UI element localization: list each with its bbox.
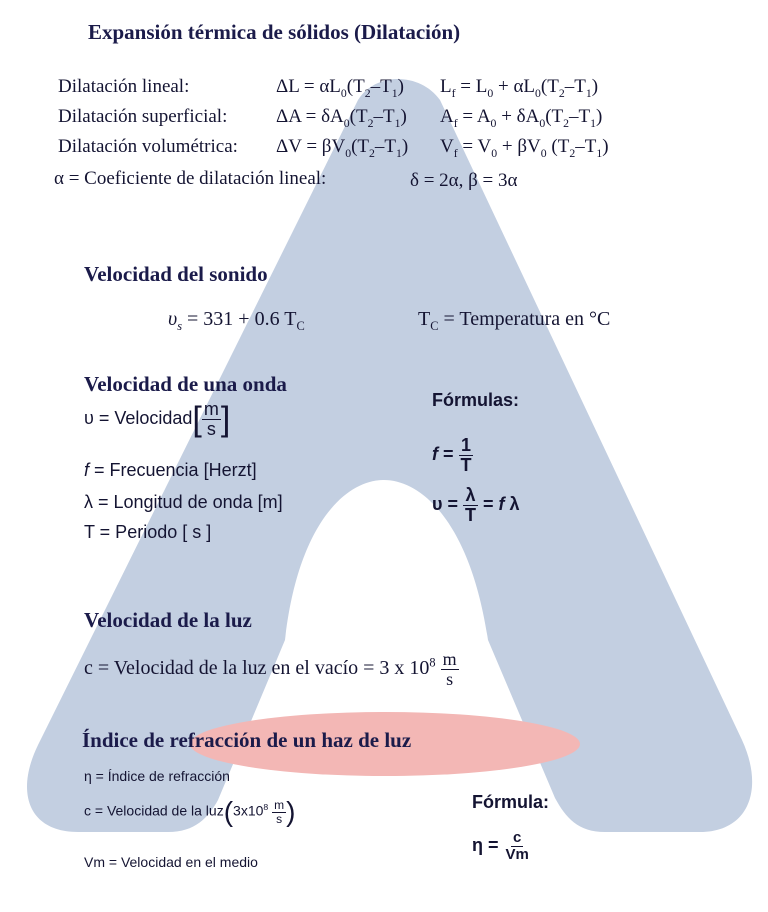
vm-definition: Vm = Velocidad en el medio [84,854,258,870]
dilatacion-superficial-formula: $\Delta A = \delta A_0(T_2-T_1)$ [276,106,407,130]
c-definition: c = Velocidad de la $luz(3x10^8$ $\frac{m}{s}$ ) [84,796,296,827]
eta-definition: η = Índice de refracción [84,768,230,784]
dilatacion-superficial-label: Dilatación superficial: [58,106,228,127]
wavelength-definition: λ = Longitud de onda [m] [84,492,283,512]
wave-speed-formula: υ = $\frac{\lambda}{T}$ = f λ [432,485,520,525]
frequency-definition: f = Frecuencia [Herzt] [84,460,257,480]
dilatacion-lineal-final: $L_f = L_0 + \alpha L_0(T_2-T_1)$ [440,76,599,100]
formulas-heading: Fórmulas: [432,390,520,410]
period-definition: T = Periodo [ s ] [84,522,212,542]
refraction-formula: η = $\frac{c}{Vm}$ [472,829,529,863]
dilatacion-volumetrica-label: Dilatación volumétrica: [58,136,238,157]
page-title: Expansión térmica de sólidos (Dilatación) [88,20,461,44]
velocity-definition: υ = Velocidad[ $\frac{m}{s}$ ] [84,399,231,439]
dilatacion-superficial-final: $A_f = A_0 + \delta A_0(T_2-T_1)$ [440,106,603,130]
dilatacion-lineal-label: Dilatación lineal: [58,76,190,97]
alpha-definition: α = Coeficiente de dilatación lineal: [54,168,327,189]
speed-of-light: c = Velocidad de la luz en el vacío = 3 x $10^8$ $\frac{m}{s}$ [84,649,457,689]
sonido-formula: $\upsilon_s = 331 + 0.6$ $T_C$ [168,308,305,333]
dilatacion-lineal-formula: $\Delta L = \alpha L_0(T_2-T_1)$ [276,76,404,100]
sonido-heading: Velocidad del sonido [84,262,268,286]
dilatacion-volumetrica-formula: $\Delta V = \beta V_0(T_2-T_1)$ [276,136,409,160]
luz-heading: Velocidad de la luz [84,608,252,632]
frequency-formula: f = $\frac{1}{T}$ [432,435,472,475]
onda-heading: Velocidad de una onda [84,372,287,396]
tc-definition: $T_C$ = Temperatura en °C [418,308,611,333]
refraccion-heading: Índice de refracción de un haz de luz [82,728,412,752]
dilatacion-volumetrica-final: $V_f = V_0 + \beta V_0$ $(T_2-T_1)$ [440,136,609,160]
coefficient-relations: δ = 2α, β = 3α [410,170,518,191]
formula-heading: Fórmula: [472,792,550,812]
